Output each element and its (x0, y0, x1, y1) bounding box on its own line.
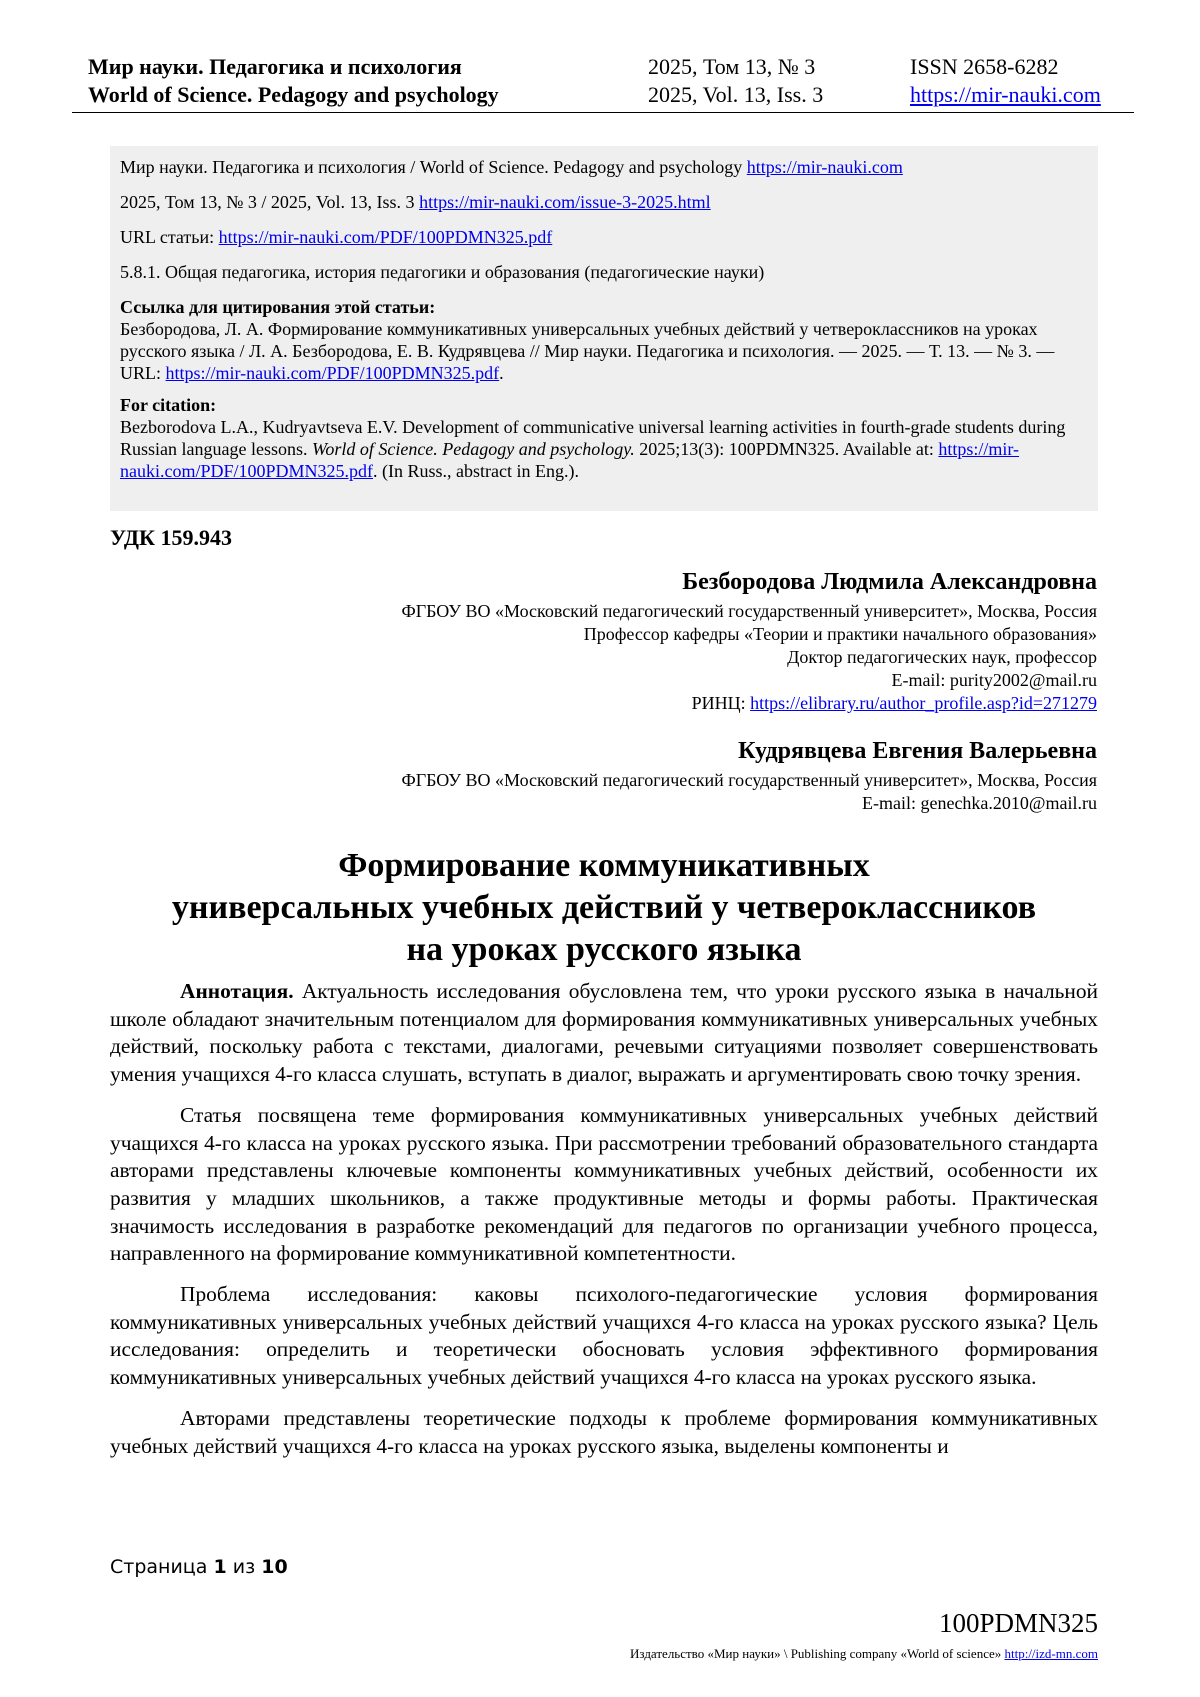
specialty-line: 5.8.1. Общая педагогика, история педагогики и образования (педагогические науки) (120, 262, 765, 282)
issue-link[interactable]: https://mir-nauki.com/issue-3-2025.html (419, 192, 711, 212)
issn: ISSN 2658-6282 (910, 54, 1059, 79)
abstract-paragraph: Проблема исследования: каковы психолого-педагогические условия формирования коммуникативных универсальных учебных действий учащихся 4-го класса на уроках русского языка? Цель исследования: определить и теоретически обосновать условия эффективного формирования коммуникативных универсальных учебных действий учащихся 4-го класса на уроках русского языка. (110, 1282, 1098, 1390)
citation-en-text: Bezborodova L.A., Kudryavtseva E.V. Development of communicative universal learning activities in fourth-grade students during Russian language lessons. World of Science. Pedagogy and psychology. 2025;13(3): 100PDMN325. Available at: https://mir-nauki.com/PDF/100PDMN325.pdf. (In Russ., abstract in Eng.). (120, 417, 1066, 481)
author-name: Кудрявцева Евгения Валерьевна (738, 738, 1097, 764)
citation-ru (120, 296, 1088, 384)
title-line: Формирование коммуникативных (338, 847, 870, 884)
citation-en-journal: World of Science. Pedagogy and psychology. (311, 439, 635, 459)
author-name: Безбородова Людмила Александровна (682, 569, 1097, 595)
citation-ru-text: Безбородова, Л. А. Формирование коммуникативных универсальных учебных действий у четвероклассников на уроках русского языка / Л. А. Безбородова, Е. В. Кудрявцева // Мир науки. Педагогика и психология. — 2025. — Т. 13. — № 3. — URL: https://mir-nauki.com/PDF/100PDMN325.pdf. (120, 319, 1055, 383)
publisher-line: Издательство «Мир науки» \ Publishing company «World of science» http://izd-mn.com (630, 1646, 1098, 1661)
abstract-paragraph: Авторами представлены теоретические подходы к проблеме формирования коммуникативных учебных действий учащихся 4-го класса на уроках русского языка, выделены компоненты и (110, 1405, 1098, 1458)
author-block (401, 736, 1097, 815)
citation-en-link[interactable]: https://mir-nauki.com/PDF/100PDMN325.pdf (120, 439, 1020, 481)
journal-line: Мир науки. Педагогика и психология / World of Science. Pedagogy and psychology https://mir-nauki.com (120, 157, 903, 177)
issue-en: 2025, Vol. 13, Iss. 3 (648, 82, 824, 107)
author-email: E-mail: purity2002@mail.ru (891, 670, 1097, 690)
abstract-paragraph: Аннотация. Актуальность исследования обусловлена тем, что уроки русского языка в начальной школе обладают значительным потенциалом для формирования коммуникативных универсальных учебных действий, поскольку работа с текстами, диалогами, речевыми ситуациями позволяет совершенствовать умения учащихся 4-го класса слушать, вступать в диалог, выражать и аргументировать свою точку зрения. (110, 979, 1098, 1087)
issue-line: 2025, Том 13, № 3 / 2025, Vol. 13, Iss. 3 https://mir-nauki.com/issue-3-2025.html (120, 192, 711, 212)
author-position: Профессор кафедры «Теории и практики начального образования» (583, 624, 1097, 644)
udk-code: УДК 159.943 (110, 525, 233, 550)
author-degree: Доктор педагогических наук, профессор (787, 647, 1097, 667)
running-header (72, 48, 1134, 113)
site-link[interactable]: https://mir-nauki.com (910, 82, 1101, 107)
author-email: E-mail: genechka.2010@mail.ru (861, 793, 1097, 813)
title-line: универсальных учебных действий у четвероклассников (171, 889, 1037, 926)
journal-name-ru: Мир науки. Педагогика и психология (88, 54, 462, 79)
title-line: на уроках русского языка (406, 931, 802, 968)
citation-ru-title: Ссылка для цитирования этой статьи: (120, 297, 436, 317)
abstract-label: Аннотация. (180, 979, 294, 1003)
citation-infobox (110, 146, 1098, 511)
abstract-paragraph: Статья посвящена теме формирования коммуникативных универсальных учебных действий учащихся 4-го класса на уроках русского языка. При рассмотрении требований образовательного стандарта авторами представлены ключевые компоненты коммуникативных учебных действий, особенности их развития у младших школьников, а также продуктивные методы и формы работы. Практическая значимость исследования в разработке рекомендаций для педагогов по организации учебного процесса, направленного на формирование коммуникативной компетентности. (110, 1102, 1098, 1266)
page-number: Страница 1 из 10 (110, 1556, 288, 1578)
author-affiliation: ФГБОУ ВО «Московский педагогический государственный университет», Москва, Россия (401, 770, 1097, 790)
citation-en-title: For citation: (120, 395, 217, 415)
article-url-link[interactable]: https://mir-nauki.com/PDF/100PDMN325.pdf (218, 227, 553, 247)
citation-en (120, 394, 1088, 482)
article-url-line: URL статьи: https://mir-nauki.com/PDF/100PDMN325.pdf (120, 227, 553, 247)
citation-ru-link[interactable]: https://mir-nauki.com/PDF/100PDMN325.pdf (165, 363, 500, 383)
issue-ru: 2025, Том 13, № 3 (648, 54, 816, 79)
author-affiliation: ФГБОУ ВО «Московский педагогический государственный университет», Москва, Россия (401, 601, 1097, 621)
publisher-link[interactable]: http://izd-mn.com (1004, 1646, 1098, 1661)
author-block (401, 567, 1097, 715)
article-title (110, 845, 1098, 971)
journal-name-en: World of Science. Pedagogy and psychology (88, 82, 499, 107)
rinc-link[interactable]: https://elibrary.ru/author_profile.asp?id=271279 (750, 693, 1097, 713)
author-rinc: РИНЦ: https://elibrary.ru/author_profile.asp?id=271279 (691, 693, 1097, 713)
document-id: 100PDMN325 (938, 1608, 1098, 1638)
journal-link[interactable]: https://mir-nauki.com (746, 157, 903, 177)
abstract (110, 978, 1098, 1473)
